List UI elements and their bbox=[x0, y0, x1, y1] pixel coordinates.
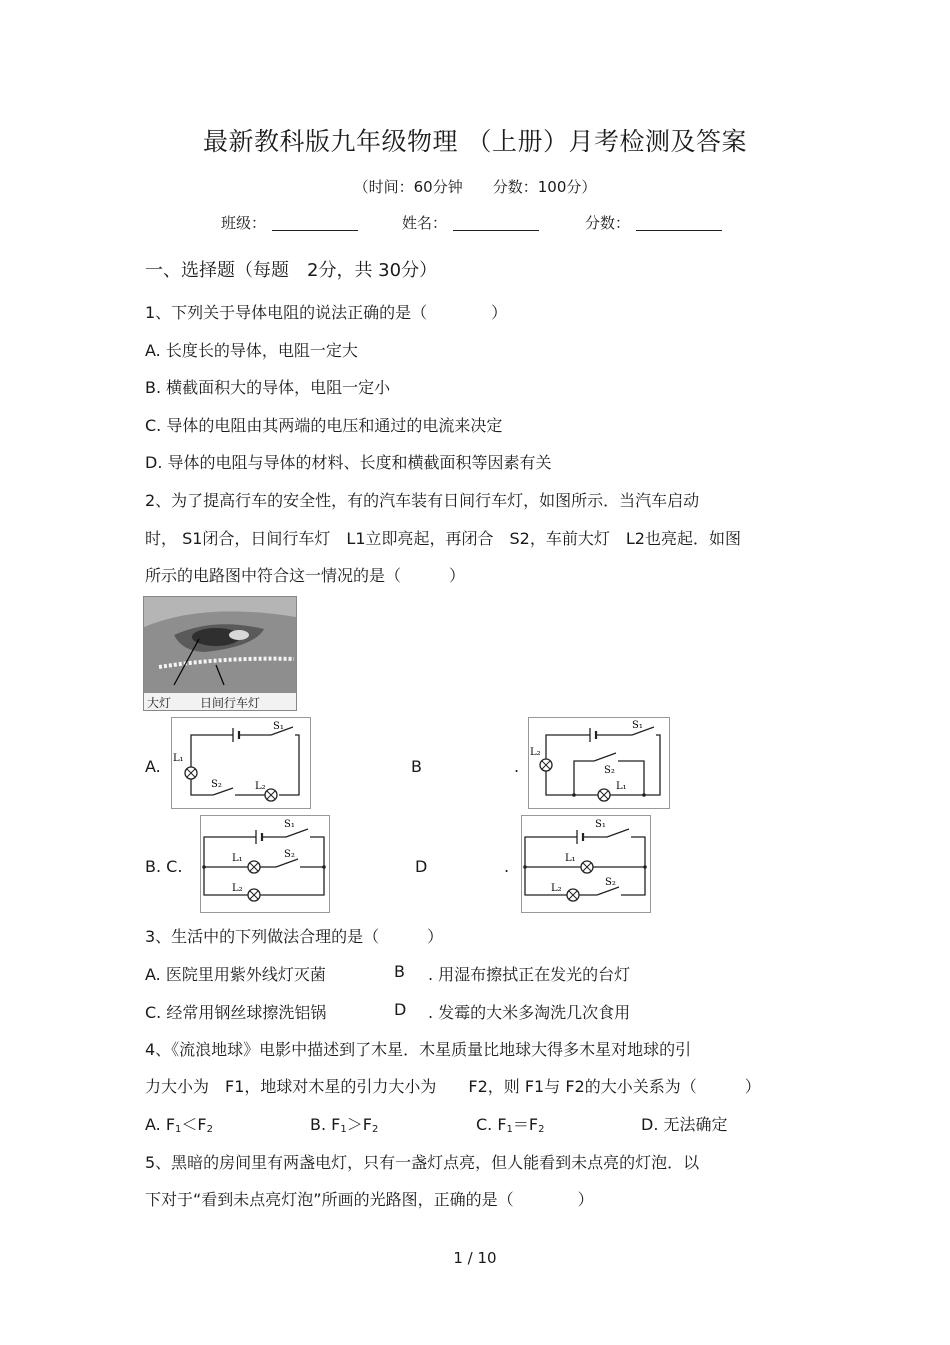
q2-option-d-label: D bbox=[415, 857, 428, 876]
q1-stem: 1、下列关于导体电阻的说法正确的是（ ） bbox=[145, 303, 508, 322]
caption-daytime-light: 日间行车灯 bbox=[200, 696, 261, 710]
circuit-b-s2-label: S₂ bbox=[604, 765, 615, 776]
name-label: 姓名： bbox=[402, 214, 448, 232]
score-blank[interactable] bbox=[636, 216, 722, 231]
circuit-b-l2-label: L₂ bbox=[530, 747, 541, 758]
q1-option-d: D. 导体的电阻与导体的材料、长度和横截面积等因素有关 bbox=[145, 453, 552, 472]
circuit-a-diagram bbox=[171, 717, 311, 809]
q2-option-b-dot: . bbox=[514, 757, 520, 776]
section-heading: 一、选择题（每题 2分，共 30分） bbox=[145, 260, 438, 281]
score-label: 分数： bbox=[585, 214, 631, 232]
circuit-c-l1-label: L₁ bbox=[232, 853, 243, 864]
photo-caption bbox=[144, 693, 296, 710]
page-title: 最新教科版九年级物理 （上册）月考检测及答案 bbox=[203, 127, 747, 156]
q4-line-2: 力大小为 F1，地球对木星的引力大小为 F2，则 F1与 F2的大小关系为（ ） bbox=[145, 1077, 761, 1096]
circuit-d-s2-label: S₂ bbox=[605, 877, 616, 888]
q5-line-2: 下对于“看到未点亮灯泡”所画的光路图，正确的是（ ） bbox=[145, 1190, 594, 1209]
circuit-a-s2-label: S₂ bbox=[211, 779, 222, 790]
exam-meta: （时间：60分钟 分数：100分） bbox=[353, 178, 597, 196]
circuit-d-diagram bbox=[521, 815, 651, 913]
score-field[interactable] bbox=[585, 212, 722, 233]
q2-line-2: 时， S1闭合，日间行车灯 L1立即亮起，再闭合 S2，车前大灯 L2也亮起．如图 bbox=[145, 529, 741, 548]
q1-option-c: C. 导体的电阻由其两端的电压和通过的电流来决定 bbox=[145, 416, 503, 435]
circuit-c-diagram bbox=[200, 815, 330, 913]
q3-option-a: A. 医院里用紫外线灯灭菌 bbox=[145, 965, 326, 984]
q3-option-d: . 发霉的大米多淘洗几次食用 bbox=[428, 1003, 631, 1022]
car-photo bbox=[143, 596, 297, 711]
q3-option-b-letter: B bbox=[394, 962, 405, 981]
circuit-b-l1-label: L₁ bbox=[616, 781, 627, 792]
q4-line-1: 4、《流浪地球》电影中描述到了木星．木星质量比地球大得多木星对地球的引 bbox=[145, 1040, 692, 1059]
page-number: 1 / 10 bbox=[453, 1249, 497, 1267]
q2-option-a-label: A. bbox=[145, 757, 161, 776]
caption-headlight: 大灯 bbox=[147, 696, 172, 710]
q3-stem: 3、生活中的下列做法合理的是（ ） bbox=[145, 927, 444, 946]
class-label: 班级： bbox=[221, 214, 267, 232]
circuit-a-l2-label: L₂ bbox=[255, 781, 266, 792]
name-blank[interactable] bbox=[453, 216, 539, 231]
circuit-c-s2-label: S₂ bbox=[284, 849, 295, 860]
q1-option-b: B. 横截面积大的导体，电阻一定小 bbox=[145, 378, 391, 397]
q4-option-a: A. $F_1<F_2$ bbox=[145, 1115, 214, 1135]
q1-option-a: A. 长度长的导体，电阻一定大 bbox=[145, 341, 358, 360]
q5-line-1: 5、黑暗的房间里有两盏电灯，只有一盏灯点亮，但人能看到未点亮的灯泡．以 bbox=[145, 1153, 700, 1172]
q2-option-b-label: B bbox=[411, 757, 422, 776]
name-field[interactable] bbox=[402, 212, 539, 233]
circuit-b-s1-label: S₁ bbox=[632, 720, 643, 731]
q2-option-d-dot: . bbox=[504, 857, 510, 876]
q4-option-d: D. 无法确定 bbox=[641, 1115, 728, 1134]
q4-option-b: B. $F_1>F_2$ bbox=[310, 1115, 379, 1135]
class-blank[interactable] bbox=[272, 216, 358, 231]
circuit-b-diagram bbox=[528, 717, 670, 809]
q2-option-c-label: B. C. bbox=[145, 857, 183, 876]
circuit-a-s1-label: S₁ bbox=[273, 721, 284, 732]
q4-option-c: C. $F_1=F_2$ bbox=[476, 1115, 545, 1135]
circuit-d-s1-label: S₁ bbox=[595, 819, 606, 830]
q3-option-c: C. 经常用钢丝球擦洗铝锅 bbox=[145, 1003, 327, 1022]
q3-option-b: . 用湿布擦拭正在发光的台灯 bbox=[428, 965, 631, 984]
circuit-c-s1-label: S₁ bbox=[284, 819, 295, 830]
circuit-a-l1-label: L₁ bbox=[173, 753, 184, 764]
q2-line-3: 所示的电路图中符合这一情况的是（ ） bbox=[145, 566, 466, 585]
car-headlight-image bbox=[144, 597, 296, 693]
class-field[interactable] bbox=[221, 212, 358, 233]
q3-option-d-letter: D bbox=[394, 1000, 407, 1019]
circuit-c-l2-label: L₂ bbox=[232, 883, 243, 894]
circuit-d-l2-label: L₂ bbox=[551, 883, 562, 894]
q2-line-1: 2、为了提高行车的安全性，有的汽车装有日间行车灯，如图所示．当汽车启动 bbox=[145, 491, 700, 510]
circuit-d-l1-label: L₁ bbox=[565, 853, 576, 864]
